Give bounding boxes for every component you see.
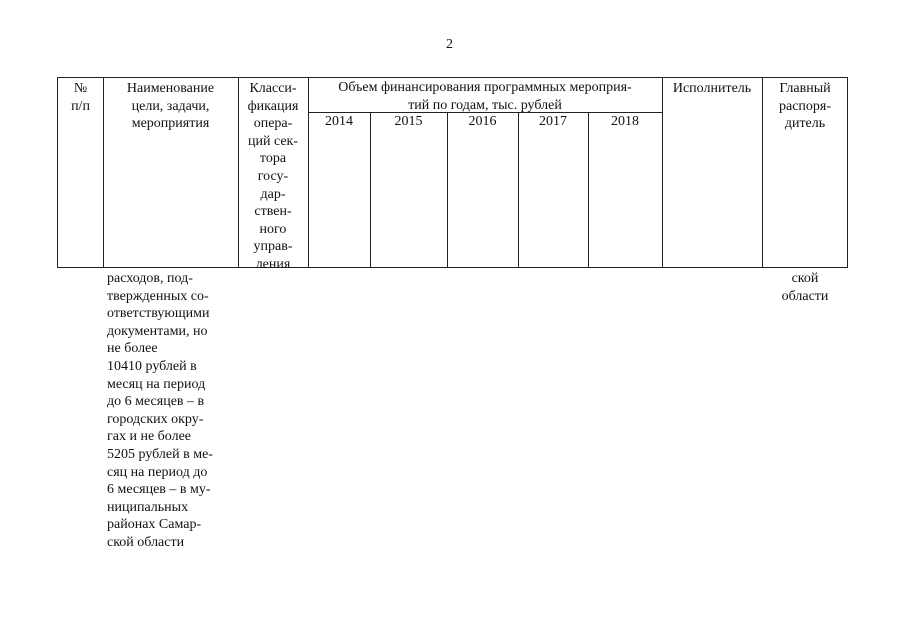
header-chief-manager: Главный распоря- дитель <box>778 81 832 132</box>
column-divider <box>588 112 589 267</box>
column-divider <box>370 112 371 267</box>
year-2016: 2016 <box>468 114 497 129</box>
header-financing: Объем финансирования программных мероприя- тий по годам, тыс. рублей <box>338 80 632 113</box>
header-name: Наименование цели, задачи, мероприятия <box>126 81 215 132</box>
header-number: № п/п <box>71 81 90 114</box>
year-2014: 2014 <box>325 114 353 129</box>
column-divider <box>447 112 448 267</box>
column-divider <box>662 78 663 267</box>
continuation-chief-text: ской области <box>781 271 829 304</box>
page-number: 2 <box>446 37 453 52</box>
year-2018: 2018 <box>611 114 639 129</box>
header-classification: Класси- фикация опера- ций сек- тора госу- дар- ствен- ного управ- ления <box>247 81 299 272</box>
year-2015: 2015 <box>394 114 423 129</box>
continuation-name-text: расходов, под- твержденных со- ответствующими документами, но не более 10410 рублей в месяц на период до 6 месяцев – в городских окру- гах и не более 5205 рублей в ме- сяц на период до 6 месяцев – в му- ниципальных районах Самар- ской области <box>107 271 213 550</box>
year-2017: 2017 <box>539 114 567 129</box>
column-divider <box>518 112 519 267</box>
financing-table-header <box>57 77 848 272</box>
header-executor: Исполнитель <box>672 81 752 96</box>
